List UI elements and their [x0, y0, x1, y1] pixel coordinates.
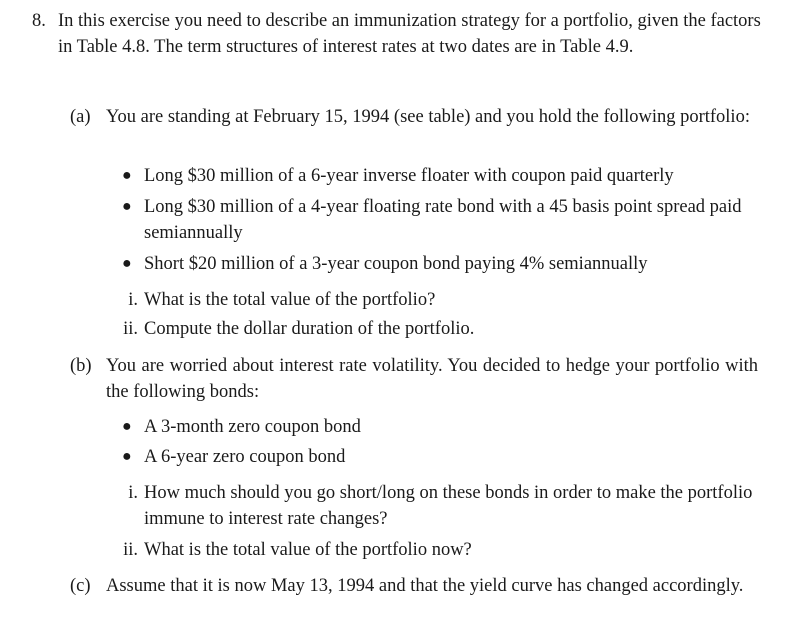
part-a-text: You are standing at February 15, 1994 (see table) and you hold the following portfolio:	[106, 107, 750, 127]
bullet-icon: ●	[122, 448, 132, 465]
part-c-text: Assume that it is now May 13, 1994 and that the yield curve has changed accordingly.	[106, 576, 744, 596]
part-c-label: (c)	[70, 576, 91, 596]
bullet-text: A 3-month zero coupon bond	[144, 417, 361, 437]
part-a-question-i	[108, 287, 763, 313]
part-b-text: You are worried about interest rate volatility. You decided to hedge your portfolio with the following bonds:	[106, 356, 758, 402]
part-b-bullet-2	[122, 444, 762, 470]
question-label: ii.	[123, 540, 138, 560]
part-b-question-ii	[108, 537, 763, 563]
part-a-bullet-3	[122, 251, 762, 277]
bullet-text: Long $30 million of a 4-year floating rate bond with a 45 basis point spread paid semiannually	[144, 197, 742, 243]
bullet-icon: ●	[122, 198, 132, 215]
problem-number: 8.	[32, 11, 46, 31]
part-a	[70, 104, 758, 130]
question-label: i.	[128, 483, 138, 503]
part-a-bullet-2	[122, 194, 762, 246]
bullet-icon: ●	[122, 418, 132, 435]
part-a-question-ii	[108, 316, 763, 342]
bullet-text: Long $30 million of a 6-year inverse floater with coupon paid quarterly	[144, 166, 674, 186]
problem-8	[32, 8, 762, 60]
part-a-bullet-1	[122, 163, 762, 189]
part-c	[70, 573, 758, 599]
part-b-label: (b)	[70, 356, 92, 376]
question-text: What is the total value of the portfolio?	[144, 290, 436, 310]
bullet-icon: ●	[122, 255, 132, 272]
bullet-icon: ●	[122, 167, 132, 184]
question-label: i.	[128, 290, 138, 310]
problem-statement: In this exercise you need to describe an immunization strategy for a portfolio, given the factors in Table 4.8. The term structures of interest rates at two dates are in Table 4.9.	[58, 11, 761, 57]
part-b-question-i	[108, 480, 763, 532]
part-b	[70, 353, 758, 405]
part-a-label: (a)	[70, 107, 91, 127]
bullet-text: Short $20 million of a 3-year coupon bond paying 4% semiannually	[144, 254, 648, 274]
question-label: ii.	[123, 319, 138, 339]
question-text: Compute the dollar duration of the portfolio.	[144, 319, 475, 339]
question-text: What is the total value of the portfolio now?	[144, 540, 472, 560]
bullet-text: A 6-year zero coupon bond	[144, 447, 346, 467]
question-text: How much should you go short/long on these bonds in order to make the portfolio immune to interest rate changes?	[144, 483, 753, 529]
part-b-bullet-1	[122, 414, 762, 440]
